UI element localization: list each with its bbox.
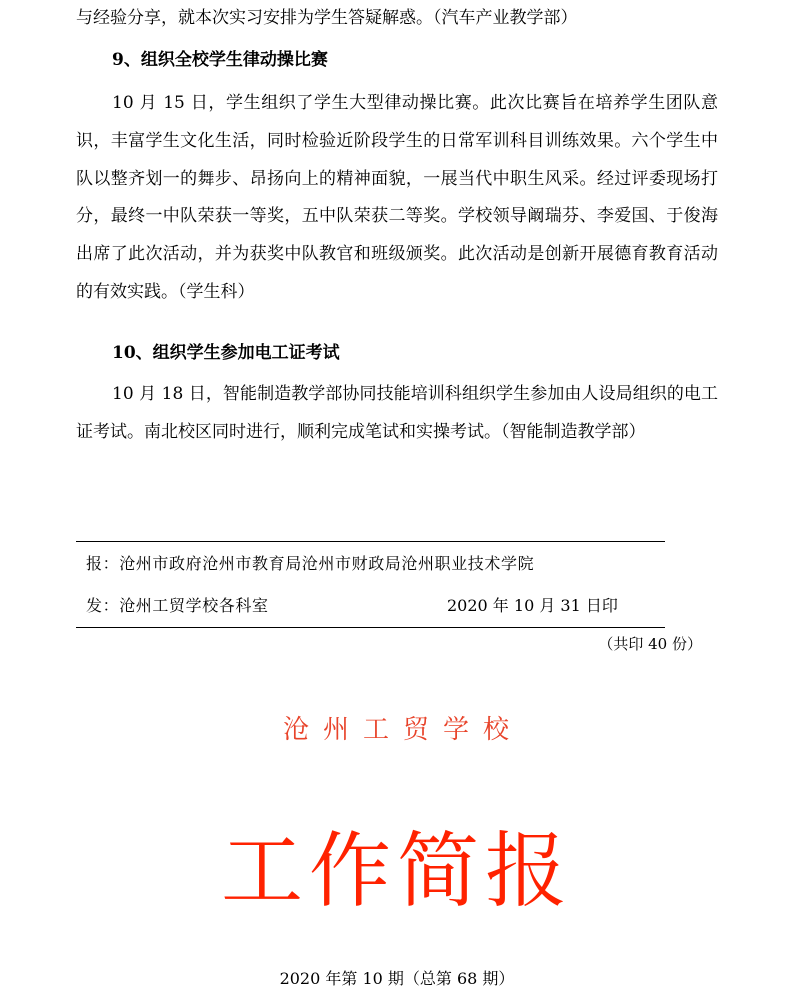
issue-number: 2020 年第 10 期（总第 68 期）	[279, 969, 515, 988]
report-to-line: 报：沧州市政府沧州市教育局沧州市财政局沧州职业技术学院	[86, 554, 535, 573]
bulletin-title: 工作简报	[220, 824, 573, 919]
intro-tail-paragraph: 与经验分享，就本次实习安排为学生答疑解惑。（汽车产业教学部）	[76, 8, 578, 28]
send-to-line: 发：沧州工贸学校各科室	[86, 596, 269, 615]
school-name-header: 沧州工贸学校	[282, 715, 523, 745]
print-date: 2020 年 10 月 31 日印	[447, 596, 618, 615]
distribution-top-rule	[76, 541, 665, 542]
item10-body: 10 月 18 日，智能制造教学部协同技能培训科组织学生参加由人设局组织的电工证考试。南北校区同时进行，顺利完成笔试和实操考试。（智能制造教学部）	[76, 384, 718, 442]
item9-heading: 9、组织全校学生律动操比赛	[112, 50, 328, 70]
item9-body: 10 月 15 日，学生组织了学生大型律动操比赛。此次比赛旨在培养学生团队意识，丰富学生文化生活，同时检验近阶段学生的日常军训科目训练效果。六个学生中队以整齐划一的舞步、昂扬向上的精神面貌，一展当代中职生风采。经过评委现场打分，最终一中队荣获一等奖，五中队荣获二等奖。学校领导阚瑞芬、李爱国、于俊海出席了此次活动，并为获奖中队教官和班级颁奖。此次活动是创新开展德育教育活动的有效实践。（学生科）	[76, 93, 718, 302]
distribution-bottom-rule	[76, 627, 665, 628]
copies-count: （共印 40 份）	[598, 635, 702, 653]
item10-heading: 10、组织学生参加电工证考试	[112, 343, 340, 363]
